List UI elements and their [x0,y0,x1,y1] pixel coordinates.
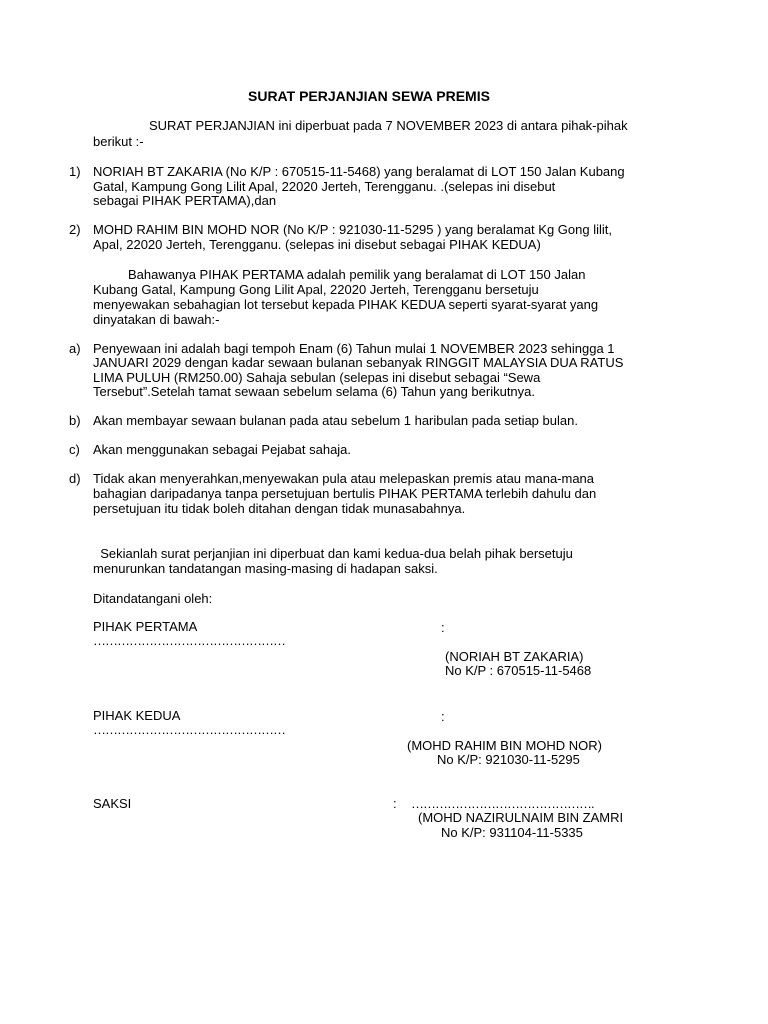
term-d-line-1: Tidak akan menyerahkan,menyewakan pula atau melepaskan premis atau mana-mana [93,471,595,486]
party-1-number: 1) [69,164,81,179]
pihak-pertama-signature-line: ………………………………………… [93,633,285,648]
bahawanya-line-3: menyewakan sebahagian lot tersebut kepada PIHAK KEDUA seperti syarat-syarat yang [93,297,599,312]
saksi-colon: : [393,796,397,811]
saksi-signature-line: ………………………………………. [411,796,594,811]
term-a-line-4: Tersebut”.Setelah tamat sewaan sebelum selama (6) Tahun yang berikutnya. [93,384,536,399]
saksi-name: (MOHD NAZIRULNAIM BIN ZAMRI [418,810,624,825]
term-b-label: b) [69,413,81,428]
saksi-ic: No K/P: 931104-11-5335 [441,825,583,840]
pihak-kedua-name: (MOHD RAHIM BIN MOHD NOR) [407,738,602,753]
pihak-pertama-name: (NORIAH BT ZAKARIA) [445,649,584,664]
pihak-kedua-ic: No K/P: 921030-11-5295 [437,752,580,767]
pihak-kedua-colon: : [441,709,445,724]
pihak-pertama-label: PIHAK PERTAMA [93,619,198,634]
term-d-line-3: persetujuan itu tidak boleh ditahan dengan tidak munasabahnya. [93,501,466,516]
pihak-kedua-label: PIHAK KEDUA [93,708,181,723]
term-b-line-1: Akan membayar sewaan bulanan pada atau sebelum 1 haribulan pada setiap bulan. [93,413,578,428]
document-title: SURAT PERJANJIAN SEWA PREMIS [248,88,490,104]
term-c-line-1: Akan menggunakan sebagai Pejabat sahaja. [93,442,352,457]
party-2-number: 2) [69,222,81,237]
party-1-line-3: sebagai PIHAK PERTAMA),dan [93,193,277,208]
term-a-line-2: JANUARI 2029 dengan kadar sewaan bulanan sebanyak RINGGIT MALAYSIA DUA RATUS [93,355,624,370]
term-a-line-3: LIMA PULUH (RM250.00) Sahaja sebulan (selepas ini disebut sebagai “Sewa [93,370,541,385]
closing-line-1: Sekianlah surat perjanjian ini diperbuat dan kami kedua-dua belah pihak bersetuju [93,546,573,561]
party-1-line-2: Gatal, Kampung Gong Lilit Apal, 22020 Jerteh, Terengganu. .(selepas ini disebut [93,179,556,194]
closing-line-2: menurunkan tandatangan masing-masing di hadapan saksi. [93,561,438,576]
bahawanya-line-4: dinyatakan di bawah:- [93,312,220,327]
bahawanya-line-2: Kubang Gatal, Kampung Gong Lilit Apal, 22020 Jerteh, Terengganu bersetuju [93,282,539,297]
pihak-kedua-signature-line: ………………………………………… [93,722,285,737]
signed-by-label: Ditandatangani oleh: [93,591,213,606]
term-c-label: c) [69,442,80,457]
pihak-pertama-ic: No K/P : 670515-11-5468 [445,663,592,678]
party-2-line-1: MOHD RAHIM BIN MOHD NOR (No K/P : 921030-11-5295 ) yang beralamat Kg Gong lilit, [93,222,612,237]
term-d-label: d) [69,471,81,486]
party-1-line-1: NORIAH BT ZAKARIA (No K/P : 670515-11-5468) yang beralamat di LOT 150 Jalan Kubang [93,164,625,179]
term-a-line-1: Penyewaan ini adalah bagi tempoh Enam (6) Tahun mulai 1 NOVEMBER 2023 sehingga 1 [93,341,615,356]
intro-line-2: berikut :- [93,134,144,149]
intro-line-1: SURAT PERJANJIAN ini diperbuat pada 7 NOVEMBER 2023 di antara pihak-pihak [149,118,628,133]
saksi-label: SAKSI [93,796,132,811]
term-a-label: a) [69,341,81,356]
term-d-line-2: bahagian daripadanya tanpa persetujuan bertulis PIHAK PERTAMA terlebih dahulu dan [93,486,597,501]
bahawanya-line-1: Bahawanya PIHAK PERTAMA adalah pemilik yang beralamat di LOT 150 Jalan [128,267,586,282]
party-2-line-2: Apal, 22020 Jerteh, Terengganu. (selepas ini disebut sebagai PIHAK KEDUA) [93,237,541,252]
pihak-pertama-colon: : [441,620,445,635]
